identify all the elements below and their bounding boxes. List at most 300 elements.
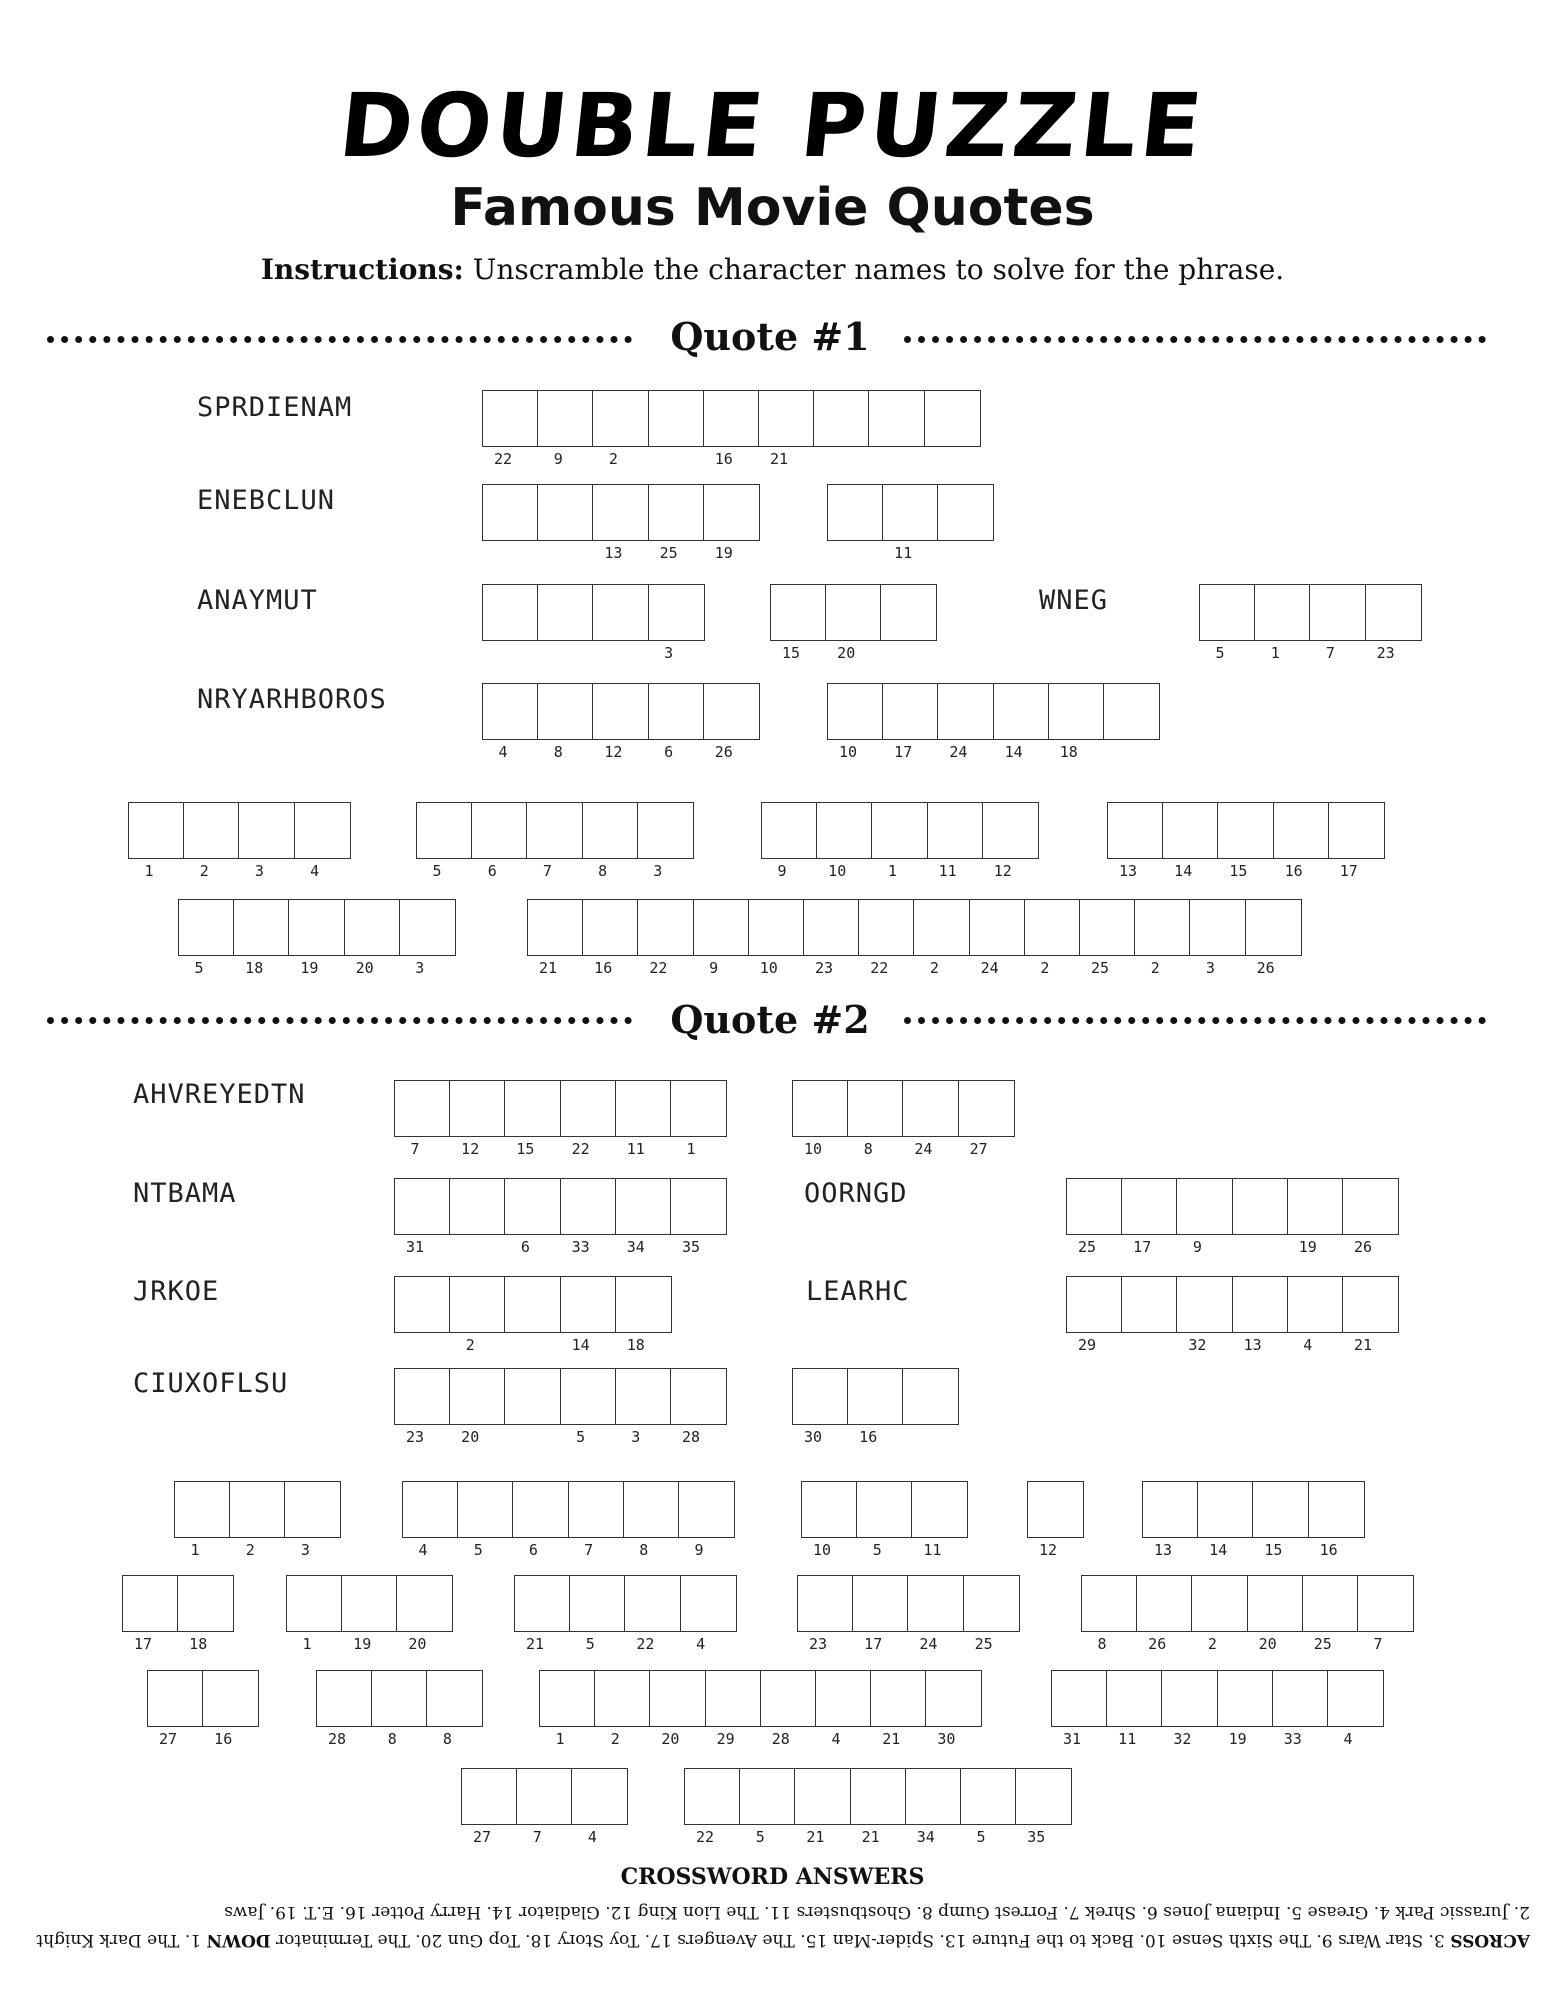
letter-box[interactable] [233,899,290,977]
box-number: 23 [808,1635,828,1653]
letter-box[interactable] [1015,1768,1072,1846]
box-number: 5 [976,1828,986,1846]
letter-box-group [394,1368,725,1446]
letter-box[interactable] [927,802,984,880]
letter-box[interactable] [850,1768,907,1846]
box-number: 22 [493,450,513,468]
letter-box[interactable] [592,683,649,761]
box-number: 35 [1027,1828,1046,1846]
letter-box[interactable] [594,1670,651,1748]
letter-box[interactable] [1066,1276,1123,1354]
scrambled-word: ANAYMUT [197,585,318,616]
letter-box[interactable] [880,584,937,641]
letter-box[interactable] [1273,802,1330,880]
letter-box-group [394,1276,670,1354]
box-number: 20 [1258,1635,1277,1653]
letter-box[interactable] [748,899,805,977]
letter-box[interactable] [905,1768,962,1846]
divider-left [47,336,632,343]
instructions-text: Unscramble the character names to solve for the phrase. [472,253,1285,286]
scrambled-word: LEARHC [806,1276,910,1307]
letter-box[interactable] [1176,1276,1233,1354]
box-number: 24 [914,1140,933,1158]
letter-box[interactable] [705,1670,762,1748]
box-number: 22 [571,1140,590,1158]
box-number: 14 [1174,862,1193,880]
letter-box[interactable] [1365,584,1422,662]
letter-box[interactable] [858,899,915,977]
letter-box-group [770,584,936,662]
letter-box[interactable] [856,1481,913,1559]
letter-box[interactable] [1254,584,1311,662]
box-number: 7 [542,862,552,880]
letter-box[interactable] [1302,1575,1359,1653]
letter-box-group [792,1368,958,1446]
letter-box[interactable] [394,1368,451,1446]
letter-box[interactable] [1103,683,1160,740]
letter-box[interactable] [394,1276,451,1333]
letter-box[interactable] [615,1276,672,1354]
letter-box[interactable] [684,1768,741,1846]
letter-box[interactable] [402,1481,459,1559]
letter-box[interactable] [1051,1670,1108,1748]
box-number: 24 [919,1635,938,1653]
box-number: 5 [194,959,204,977]
box-number: 1 [887,862,897,880]
letter-box[interactable] [792,1368,849,1446]
letter-box[interactable] [827,683,884,761]
instructions [0,253,1545,286]
box-number: 28 [327,1730,347,1748]
letter-box[interactable] [482,584,539,641]
letter-box[interactable] [1245,899,1302,977]
answer-box-group [527,899,1300,977]
letter-box-group [482,584,703,662]
letter-box[interactable] [1342,1276,1399,1354]
letter-box[interactable] [457,1481,514,1559]
box-number: 28 [681,1428,701,1446]
letter-box[interactable] [560,1178,617,1256]
letter-box[interactable] [816,802,873,880]
letter-box[interactable] [1232,1276,1289,1354]
letter-box[interactable] [703,390,760,468]
answer-box-group [797,1575,1018,1653]
box-number: 10 [803,1140,823,1158]
box-number: 15 [1264,1541,1283,1559]
box-number: 7 [1373,1635,1383,1653]
letter-box[interactable] [827,484,884,541]
letter-box[interactable] [703,484,760,562]
letter-box[interactable] [294,802,351,880]
box-number: 31 [1062,1730,1082,1748]
letter-box[interactable] [1134,899,1191,977]
box-number: 13 [604,544,623,562]
box-number: 24 [980,959,999,977]
letter-box[interactable] [183,802,240,880]
box-number: 32 [1173,1730,1192,1748]
letter-box[interactable] [592,484,649,562]
answer-box-group [1142,1481,1363,1559]
box-number: 27 [969,1140,988,1158]
letter-box[interactable] [1081,1575,1138,1653]
letter-box[interactable] [1327,1670,1384,1748]
letter-box[interactable] [592,390,649,468]
letter-box[interactable] [560,1368,617,1446]
box-number: 1 [1270,644,1280,662]
letter-box[interactable] [539,1670,596,1748]
letter-box[interactable] [229,1481,286,1559]
letter-box[interactable] [537,584,594,641]
box-number: 18 [245,959,264,977]
letter-box[interactable] [758,390,815,468]
letter-box[interactable] [760,1670,817,1748]
letter-box[interactable] [963,1575,1020,1653]
letter-box[interactable] [648,484,705,562]
letter-box[interactable] [482,683,539,761]
box-number: 3 [415,959,425,977]
box-number: 28 [771,1730,790,1748]
letter-box[interactable] [512,1481,569,1559]
letter-box[interactable] [177,1575,234,1653]
answer-box-group [1081,1575,1412,1653]
answer-box-group [416,802,692,880]
letter-box[interactable] [902,1368,959,1425]
answer-box-group [539,1670,981,1748]
letter-box[interactable] [670,1178,727,1256]
letter-box[interactable] [801,1481,858,1559]
box-number: 18 [1059,743,1078,761]
letter-box[interactable] [1107,802,1164,880]
letter-box[interactable] [288,899,345,977]
box-number: 9 [709,959,719,977]
box-number: 26 [1353,1238,1373,1256]
letter-box[interactable] [937,484,994,541]
letter-box[interactable] [902,1080,959,1158]
box-number: 17 [864,1635,883,1653]
letter-box[interactable] [815,1670,872,1748]
box-number: 3 [300,1541,310,1559]
box-number: 8 [442,1730,452,1748]
box-number: 3 [254,862,264,880]
letter-box[interactable] [813,390,870,447]
letter-box[interactable] [449,1080,506,1158]
letter-box[interactable] [1252,1481,1309,1559]
letter-box[interactable] [907,1575,964,1653]
box-number: 10 [828,862,847,880]
letter-box[interactable] [582,899,639,977]
letter-box[interactable] [504,1080,561,1158]
letter-box[interactable] [482,390,539,468]
letter-box[interactable] [1308,1481,1365,1559]
box-number: 16 [859,1428,878,1446]
box-number: 19 [1228,1730,1247,1748]
box-number: 9 [553,450,563,468]
letter-box[interactable] [1024,899,1081,977]
letter-box[interactable] [371,1670,428,1748]
box-number: 15 [1229,862,1248,880]
letter-box[interactable] [147,1670,204,1748]
letter-box[interactable] [797,1575,854,1653]
letter-box[interactable] [122,1575,179,1653]
box-number: 13 [1243,1336,1262,1354]
letter-box[interactable] [648,584,705,662]
letter-box[interactable] [569,1575,626,1653]
letter-box[interactable] [615,1368,672,1446]
letter-box[interactable] [482,484,539,541]
box-number: 22 [870,959,889,977]
letter-box[interactable] [527,899,584,977]
letter-box[interactable] [1247,1575,1304,1653]
letter-box[interactable] [870,1670,927,1748]
down-label: DOWN [206,1930,271,1950]
letter-box[interactable] [703,683,760,761]
letter-box[interactable] [461,1768,518,1846]
letter-box[interactable] [449,1368,506,1446]
letter-box[interactable] [924,390,981,447]
box-number: 16 [1319,1541,1338,1559]
letter-box[interactable] [1136,1575,1193,1653]
letter-box[interactable] [913,899,970,977]
letter-box[interactable] [514,1575,571,1653]
letter-box[interactable] [399,899,456,977]
letter-box[interactable] [568,1481,625,1559]
box-number: 5 [1215,644,1225,662]
letter-box[interactable] [426,1670,483,1748]
letter-box[interactable] [871,802,928,880]
letter-box[interactable] [882,484,939,562]
letter-box[interactable] [649,1670,706,1748]
box-number: 21 [525,1635,545,1653]
box-number: 30 [803,1428,823,1446]
letter-box[interactable] [1287,1276,1344,1354]
scrambled-word: OORNGD [804,1178,908,1209]
letter-box[interactable] [739,1768,796,1846]
box-number: 12 [461,1140,480,1158]
letter-box[interactable] [560,1080,617,1158]
letter-box[interactable] [1048,683,1105,761]
letter-box[interactable] [1197,1481,1254,1559]
box-number: 30 [937,1730,956,1748]
letter-box[interactable] [678,1481,735,1559]
letter-box[interactable] [1142,1481,1199,1559]
letter-box[interactable] [1176,1178,1233,1256]
letter-box-group [482,390,979,468]
scrambled-word: CIUXOFLSU [133,1368,289,1399]
box-number: 6 [664,743,674,761]
box-number: 19 [714,544,733,562]
letter-box[interactable] [648,683,705,761]
box-number: 12 [1038,1541,1058,1559]
box-number: 34 [626,1238,645,1256]
letter-box[interactable] [670,1368,727,1446]
letter-box[interactable] [693,899,750,977]
answer-box-group [684,1768,1070,1846]
letter-box[interactable] [615,1080,672,1158]
letter-box[interactable] [284,1481,341,1559]
letter-box[interactable] [993,683,1050,761]
letter-box[interactable] [1191,1575,1248,1653]
letter-box[interactable] [394,1178,451,1256]
letter-box[interactable] [1328,802,1385,880]
box-number: 4 [831,1730,841,1748]
letter-box[interactable] [852,1575,909,1653]
letter-box[interactable] [1027,1481,1084,1559]
letter-box[interactable] [648,390,705,447]
letter-box[interactable] [582,802,639,880]
box-number: 3 [631,1428,641,1446]
letter-box[interactable] [1217,802,1274,880]
letter-box[interactable] [394,1080,451,1158]
letter-box[interactable] [592,584,649,641]
letter-box[interactable] [770,584,827,662]
letter-box[interactable] [1232,1178,1289,1235]
letter-box[interactable] [969,899,1026,977]
letter-box[interactable] [1357,1575,1414,1653]
letter-box-group [1066,1178,1397,1256]
letter-box-group [1066,1276,1397,1354]
letter-box[interactable] [537,683,594,761]
letter-box[interactable] [449,1276,506,1354]
letter-box[interactable] [1161,1670,1218,1748]
letter-box[interactable] [516,1768,573,1846]
box-number: 15 [781,644,801,662]
box-number: 20 [837,644,856,662]
letter-box[interactable] [1066,1178,1123,1256]
letter-box[interactable] [1309,584,1366,662]
box-number: 8 [1097,1635,1107,1653]
letter-box[interactable] [615,1178,672,1256]
letter-box[interactable] [1342,1178,1399,1256]
letter-box[interactable] [670,1080,727,1158]
letter-box[interactable] [1189,899,1246,977]
box-number: 27 [472,1828,492,1846]
letter-box[interactable] [504,1368,561,1425]
letter-box[interactable] [624,1575,681,1653]
divider-right [904,336,1486,343]
letter-box[interactable] [958,1080,1015,1158]
letter-box[interactable] [937,683,994,761]
box-number: 29 [1077,1336,1097,1354]
letter-box[interactable] [868,390,925,447]
box-number: 2 [1207,1635,1217,1653]
letter-box[interactable] [396,1575,453,1653]
box-number: 9 [777,862,787,880]
letter-box[interactable] [1199,584,1256,662]
letter-box[interactable] [847,1368,904,1446]
letter-box[interactable] [794,1768,851,1846]
letter-box[interactable] [982,802,1039,880]
letter-box[interactable] [911,1481,968,1559]
letter-box[interactable] [847,1080,904,1158]
box-number: 6 [487,862,497,880]
letter-box[interactable] [680,1575,737,1653]
box-number: 1 [686,1140,696,1158]
box-number: 5 [755,1828,765,1846]
divider-right [904,1017,1486,1024]
letter-box[interactable] [344,899,401,977]
box-number: 3 [664,644,674,662]
answer-box-group [178,899,454,977]
box-number: 25 [1313,1635,1332,1653]
scrambled-word: NTBAMA [133,1178,237,1209]
letter-box[interactable] [882,683,939,761]
letter-box[interactable] [1287,1178,1344,1256]
box-number: 8 [639,1541,649,1559]
scrambled-word: JRKOE [133,1276,220,1307]
letter-box[interactable] [449,1178,506,1235]
letter-box[interactable] [825,584,882,662]
box-number: 35 [681,1238,701,1256]
box-number: 5 [432,862,442,880]
letter-box[interactable] [637,802,694,880]
box-number: 13 [1153,1541,1173,1559]
letter-box[interactable] [174,1481,231,1559]
box-number: 13 [1118,862,1138,880]
letter-box[interactable] [623,1481,680,1559]
answer-box-group [461,1768,627,1846]
letter-box[interactable] [1121,1276,1178,1333]
box-number: 23 [405,1428,425,1446]
letter-box[interactable] [471,802,528,880]
box-number: 32 [1188,1336,1207,1354]
box-number: 6 [520,1238,530,1256]
box-number: 2 [610,1730,620,1748]
letter-box[interactable] [1079,899,1136,977]
letter-box[interactable] [637,899,694,977]
box-number: 22 [695,1828,715,1846]
box-number: 11 [894,544,913,562]
letter-box[interactable] [571,1768,628,1846]
letter-box[interactable] [416,802,473,880]
letter-box[interactable] [178,899,235,977]
letter-box[interactable] [792,1080,849,1158]
letter-box[interactable] [1272,1670,1329,1748]
box-number: 4 [696,1635,706,1653]
letter-box[interactable] [526,802,583,880]
letter-box[interactable] [1162,802,1219,880]
letter-box[interactable] [504,1178,561,1256]
box-number: 7 [532,1828,542,1846]
letter-box[interactable] [286,1575,343,1653]
letter-box[interactable] [537,484,594,541]
answer-box-group [1051,1670,1382,1748]
box-number: 1 [302,1635,312,1653]
letter-box[interactable] [316,1670,373,1748]
letter-box[interactable] [960,1768,1017,1846]
letter-box[interactable] [504,1276,561,1333]
letter-box[interactable] [560,1276,617,1354]
letter-box-group [827,484,993,562]
letter-box[interactable] [238,802,295,880]
letter-box[interactable] [761,802,818,880]
letter-box[interactable] [1121,1178,1178,1256]
box-number: 25 [659,544,678,562]
scrambled-word: WNEG [1039,585,1109,616]
letter-box[interactable] [925,1670,982,1748]
letter-box[interactable] [1217,1670,1274,1748]
letter-box[interactable] [202,1670,259,1748]
box-number: 12 [604,743,623,761]
letter-box[interactable] [341,1575,398,1653]
box-number: 17 [1339,862,1358,880]
letter-box[interactable] [1106,1670,1163,1748]
box-number: 33 [571,1238,590,1256]
box-number: 23 [1376,644,1395,662]
letter-box[interactable] [803,899,860,977]
letter-box[interactable] [128,802,185,880]
letter-box[interactable] [537,390,594,468]
across-answers: 3. Star Wars 9. The Sixth Sense 10. Back to the Future 13. Spider-Man 15. The Avengers 17. Toy Story 18. Top Gun 20. The Terminator [276,1930,1445,1950]
